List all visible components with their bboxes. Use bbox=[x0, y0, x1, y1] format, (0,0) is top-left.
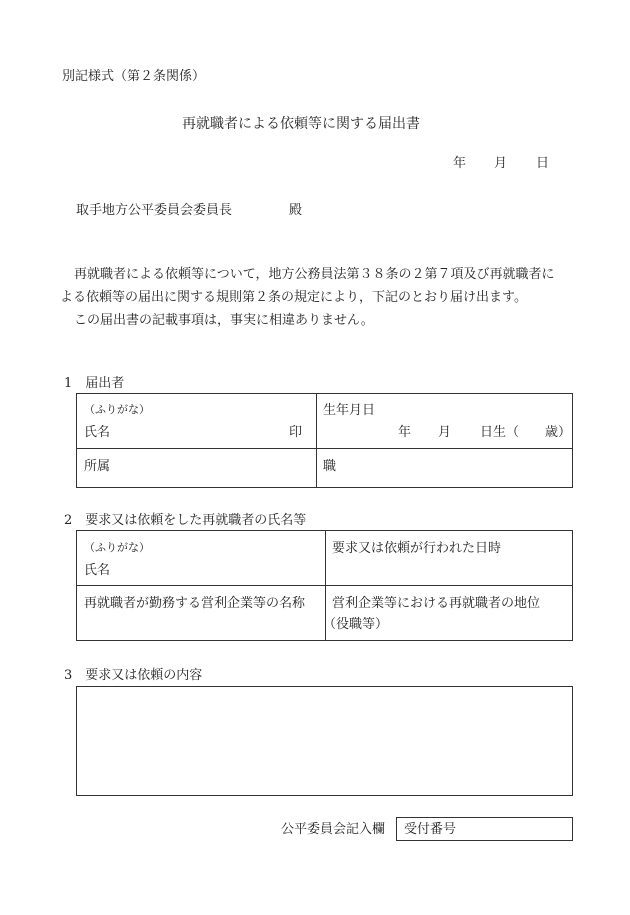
intro-line-3: この届出書の記載事項は，事実に相違ありません。 bbox=[74, 313, 374, 328]
addressee-name: 取手地方公平委員会委員長 bbox=[76, 203, 233, 218]
date-day: 日 bbox=[536, 156, 550, 171]
company-name-label: 再就職者が勤務する営利企業等の名称 bbox=[84, 596, 306, 611]
request-content-box[interactable] bbox=[76, 686, 573, 796]
request-datetime-label: 要求又は依頼が行われた日時 bbox=[332, 541, 502, 556]
age-suffix: 歳） bbox=[545, 425, 572, 440]
position-label: 職 bbox=[323, 459, 337, 474]
form-title: 再就職者による依頼等に関する届出書 bbox=[182, 116, 420, 132]
birth-day: 日生（ bbox=[480, 425, 520, 440]
birth-date-label: 生年月日 bbox=[323, 403, 376, 418]
form-reference: 別記様式（第２条関係） bbox=[62, 69, 206, 84]
addressee-honorific: 殿 bbox=[289, 203, 303, 218]
section3-heading: 3 要求又は依頼の内容 bbox=[64, 668, 203, 683]
reemployed-name-label: 氏名 bbox=[84, 563, 111, 578]
date-month: 月 bbox=[494, 156, 508, 171]
intro-line-1: 再就職者による依頼等について，地方公務員法第３８条の２第７項及び再就職者に bbox=[74, 267, 555, 282]
receipt-number-label: 受付番号 bbox=[404, 822, 457, 837]
seal-mark: 印 bbox=[289, 425, 303, 440]
date-year: 年 bbox=[453, 156, 467, 171]
committee-entry-label: 公平委員会記入欄 bbox=[281, 822, 386, 837]
birth-year: 年 bbox=[398, 425, 412, 440]
intro-line-2: よる依頼等の届出に関する規則第２条の規定により，下記のとおり届け出ます。 bbox=[60, 290, 527, 305]
affiliation-label: 所属 bbox=[84, 459, 111, 474]
applicant-name-label: 氏名 bbox=[84, 425, 111, 440]
company-status-sub: （役職等） bbox=[323, 617, 389, 632]
section1-heading: 1 届出者 bbox=[64, 376, 125, 391]
company-status-label: 営利企業等における再就職者の地位 bbox=[332, 596, 541, 611]
reemployed-furigana-label: （ふりがな） bbox=[84, 541, 150, 554]
applicant-furigana-label: （ふりがな） bbox=[84, 403, 150, 416]
section2-heading: 2 要求又は依頼をした再就職者の氏名等 bbox=[64, 513, 307, 528]
birth-month: 月 bbox=[438, 425, 452, 440]
